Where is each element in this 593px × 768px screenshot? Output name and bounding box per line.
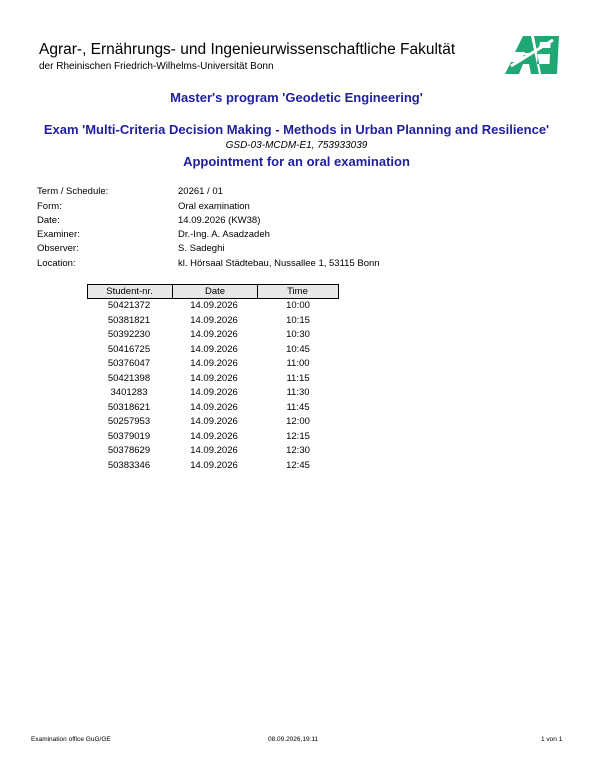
date-cell: 14.09.2026 [190,459,238,471]
footer-page-number: 1 von 1 [541,736,563,743]
university-name: der Rheinischen Friedrich-Wilhelms-Universität Bonn [39,61,274,72]
schedule-table [87,284,339,473]
date-cell: 14.09.2026 [190,343,238,355]
student-nr-cell: 50383346 [107,459,151,471]
info-label: Examiner: [37,229,80,240]
table-row [87,314,339,329]
info-value: Dr.-Ing. A. Asadzadeh [178,229,270,240]
date-cell: 14.09.2026 [190,314,238,326]
table-row [87,328,339,343]
info-value: 20261 / 01 [178,186,223,197]
student-nr-cell: 50257953 [107,416,151,427]
table-row [87,372,339,387]
student-nr-cell: 50416725 [107,343,151,355]
date-cell: 14.09.2026 [190,445,238,456]
date-cell: 14.09.2026 [190,372,238,384]
info-value: 14.09.2026 (KW38) [178,215,261,226]
date-cell: 14.09.2026 [190,358,238,369]
student-nr-cell: 50381821 [107,314,151,326]
exam-code: GSD-03-MCDM-E1, 753933039 [225,140,368,151]
student-nr-cell: 50392230 [107,329,151,340]
table-row [87,444,339,459]
time-cell: 11:15 [286,372,310,384]
date-cell: 14.09.2026 [190,300,238,311]
time-cell: 12:45 [286,459,310,471]
table-header [87,284,339,299]
info-value: Oral examination [178,201,250,212]
student-nr-cell: 50376047 [107,358,151,369]
student-nr-cell: 3401283 [110,387,148,398]
time-cell: 10:15 [286,314,310,326]
time-cell: 11:45 [286,401,310,413]
program-title: Master's program 'Geodetic Engineering' [170,90,423,105]
student-nr-cell: 50378629 [107,445,151,456]
table-row [87,299,339,314]
info-value: S. Sadeghi [178,243,225,254]
footer-office: Examination office GuG/GE [31,736,111,743]
time-cell: 10:00 [286,300,310,311]
time-cell: 11:30 [286,387,310,398]
student-nr-cell: 50379019 [107,430,151,442]
exam-title: Exam 'Multi-Criteria Decision Making - Methods in Urban Planning and Resilience' [43,122,550,137]
student-nr-cell: 50421372 [107,300,151,311]
info-label: Observer: [37,243,79,254]
info-label: Term / Schedule: [37,186,109,197]
date-cell: 14.09.2026 [190,329,238,340]
table-row [87,401,339,416]
header-student-nr: Student-nr. [106,286,153,297]
student-nr-cell: 50421398 [107,372,151,384]
date-cell: 14.09.2026 [190,401,238,413]
student-nr-cell: 50318621 [107,401,151,413]
time-cell: 10:30 [286,329,310,340]
appointment-title: Appointment for an oral examination [183,154,410,169]
table-row [87,386,339,401]
faculty-title: Agrar-, Ernährungs- und Ingenieurwissenschaftliche Fakultät [39,41,456,58]
table-row [87,459,339,474]
time-cell: 12:00 [286,416,310,427]
info-label: Date: [37,215,60,226]
date-cell: 14.09.2026 [190,430,238,442]
table-row [87,343,339,358]
time-cell: 12:30 [286,445,310,456]
date-cell: 14.09.2026 [190,416,238,427]
info-label: Location: [37,258,76,269]
info-value: kl. Hörsaal Städtebau, Nussallee 1, 53115 Bonn [178,258,380,269]
aei-logo-icon [501,32,559,74]
header-date: Date [172,285,258,298]
table-row [87,430,339,445]
header-time: Time [287,286,308,297]
date-cell: 14.09.2026 [190,387,238,398]
time-cell: 12:15 [286,430,310,442]
footer-timestamp: 08.09.2026,19:11 [268,736,319,743]
time-cell: 11:00 [286,358,310,369]
time-cell: 10:45 [286,343,310,355]
table-row [87,415,339,430]
table-row [87,357,339,372]
info-label: Form: [37,201,62,212]
